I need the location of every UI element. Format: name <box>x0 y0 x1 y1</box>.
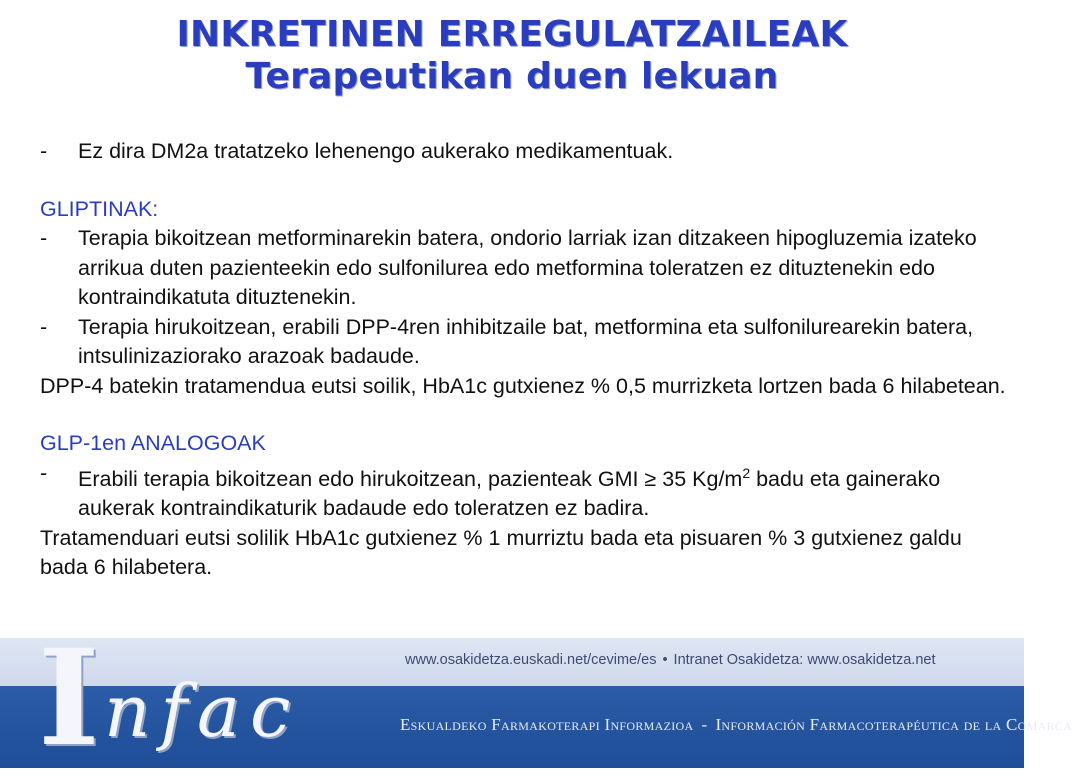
link-separator: • <box>662 652 668 668</box>
infac-logo <box>38 621 338 776</box>
tagline-basque: Eskualdeko Farmakoterapi Informazioa <box>400 715 694 734</box>
title-line-1: INKRETINEN ERREGULATZAILEAK <box>176 14 848 55</box>
bullet-dash: - <box>40 314 48 339</box>
footer-tagline <box>400 715 1072 735</box>
glp-heading: GLP-1en ANALOGOAK <box>40 431 266 455</box>
gliptinak-bullet-2-text: Terapia hirukoitzean, erabili DPP-4ren inhibitzaile bat, metformina eta sulfonilurearekin batera, intsulinizaziorako arazoak badaude. <box>78 314 974 368</box>
glp-bullet-text-after: badu eta gainerako aukerak kontraindikaturik badaude edo toleratzen ez badira. <box>78 466 941 521</box>
gliptinak-bullet-1 <box>40 224 1015 313</box>
bullet-dash: - <box>40 139 48 163</box>
gliptinak-bullet-2 <box>40 313 1015 372</box>
spacer <box>40 167 1015 195</box>
bullet-dash: - <box>40 460 48 485</box>
slide-title <box>0 14 1024 98</box>
slide-body <box>40 137 1015 583</box>
intro-bullet <box>40 137 1015 167</box>
footer-links <box>405 652 936 668</box>
gliptinak-note: DPP-4 batekin tratamendua eutsi soilik, HbA1c gutxienez % 0,5 murrizketa lortzen bada 6 hilabetean. <box>40 373 1006 398</box>
glp-bullet <box>40 459 1015 524</box>
gliptinak-bullet-1-text: Terapia bikoitzean metforminarekin batera, ondorio larriak izan ditzakeen hipogluzemia izateko arrikua duten pazienteekin edo sulfonilurea edo metformina toleratzen ez dituztenekin edo kontraindikatuta dituztenekin. <box>78 226 977 309</box>
tagline-spanish: Información Farmacoterapéutica de la Comarca <box>715 715 1072 734</box>
intro-bullet-text: Ez dira DM2a tratatzeko lehenengo aukerako medikamentuak. <box>78 139 674 163</box>
gliptinak-heading: GLIPTINAK: <box>40 196 159 221</box>
logo-letters-nfac: nfac <box>104 669 301 753</box>
glp-bullet-text-before: Erabili terapia bikoitzean edo hirukoitzean, pazienteak GMI ≥ 35 Kg/m <box>78 466 743 491</box>
logo-letter-i: I <box>38 621 100 776</box>
glp-bullet-text <box>78 459 1015 524</box>
bullet-dash: - <box>40 226 48 250</box>
spacer <box>40 401 1015 429</box>
tagline-separator: - <box>701 715 708 734</box>
link-cevime[interactable]: www.osakidetza.euskadi.net/cevime/es <box>405 652 657 668</box>
title-line-2: Terapeutikan duen lekuan <box>245 56 779 97</box>
glp-note: Tratamenduari eutsi solilik HbA1c gutxienez % 1 murriztu bada eta pisuaren % 3 gutxienez galdu bada 6 hilabetera. <box>40 525 962 580</box>
link-intranet[interactable]: Intranet Osakidetza: www.osakidetza.net <box>673 652 936 668</box>
glp-bullet-superscript: 2 <box>742 464 751 481</box>
